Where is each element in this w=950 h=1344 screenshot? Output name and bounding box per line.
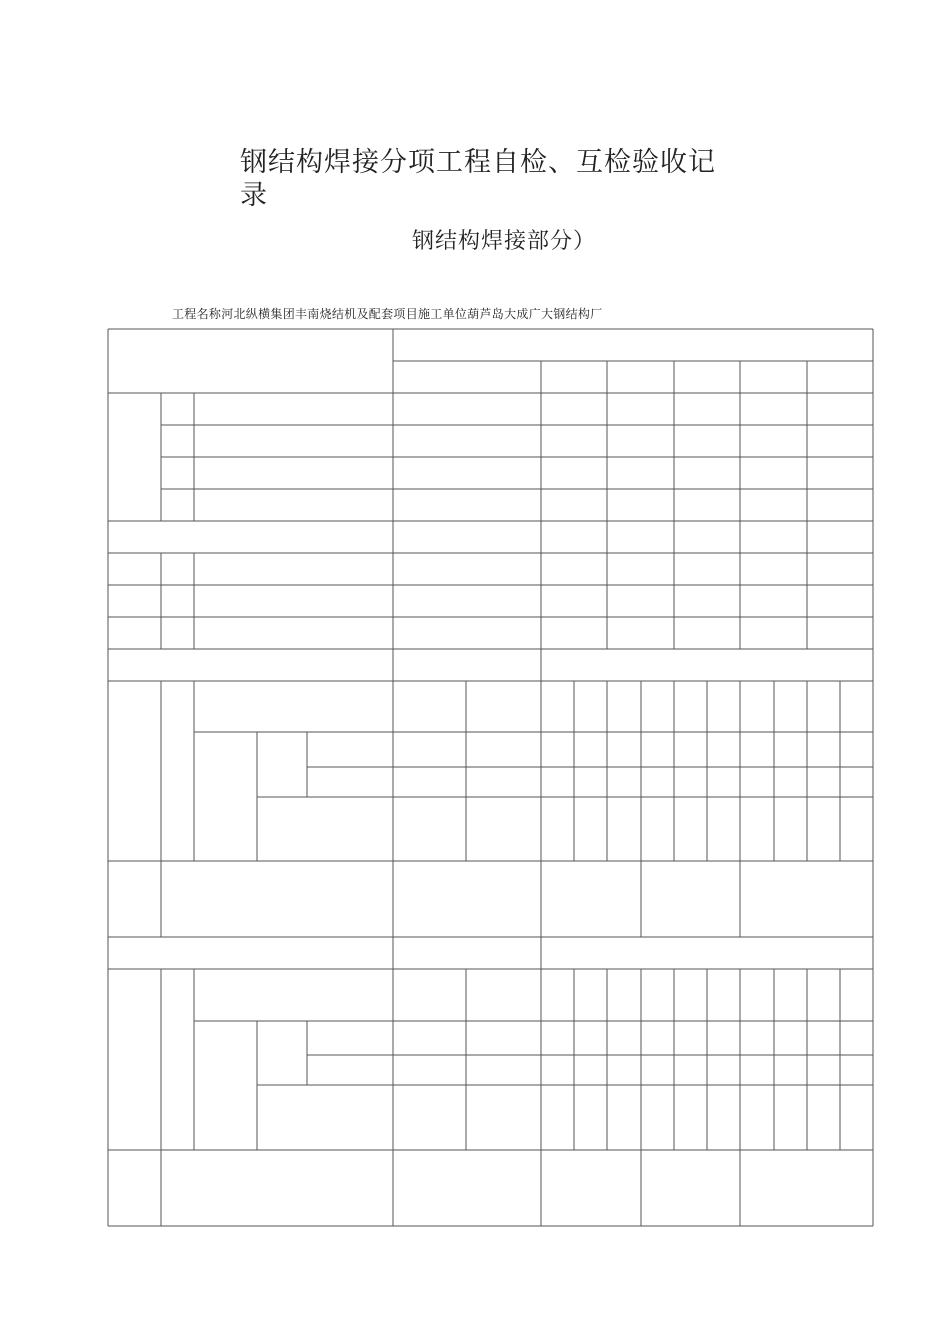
project-info-line: 工程名称河北纵横集团丰南烧结机及配套项目施工单位葫芦岛大成广大钢结构厂 — [172, 307, 603, 321]
document-title: 钢结构焊接分项工程自检、互检验收记录 — [240, 147, 716, 211]
document-subtitle: 钢结构焊接部分） — [412, 229, 597, 254]
